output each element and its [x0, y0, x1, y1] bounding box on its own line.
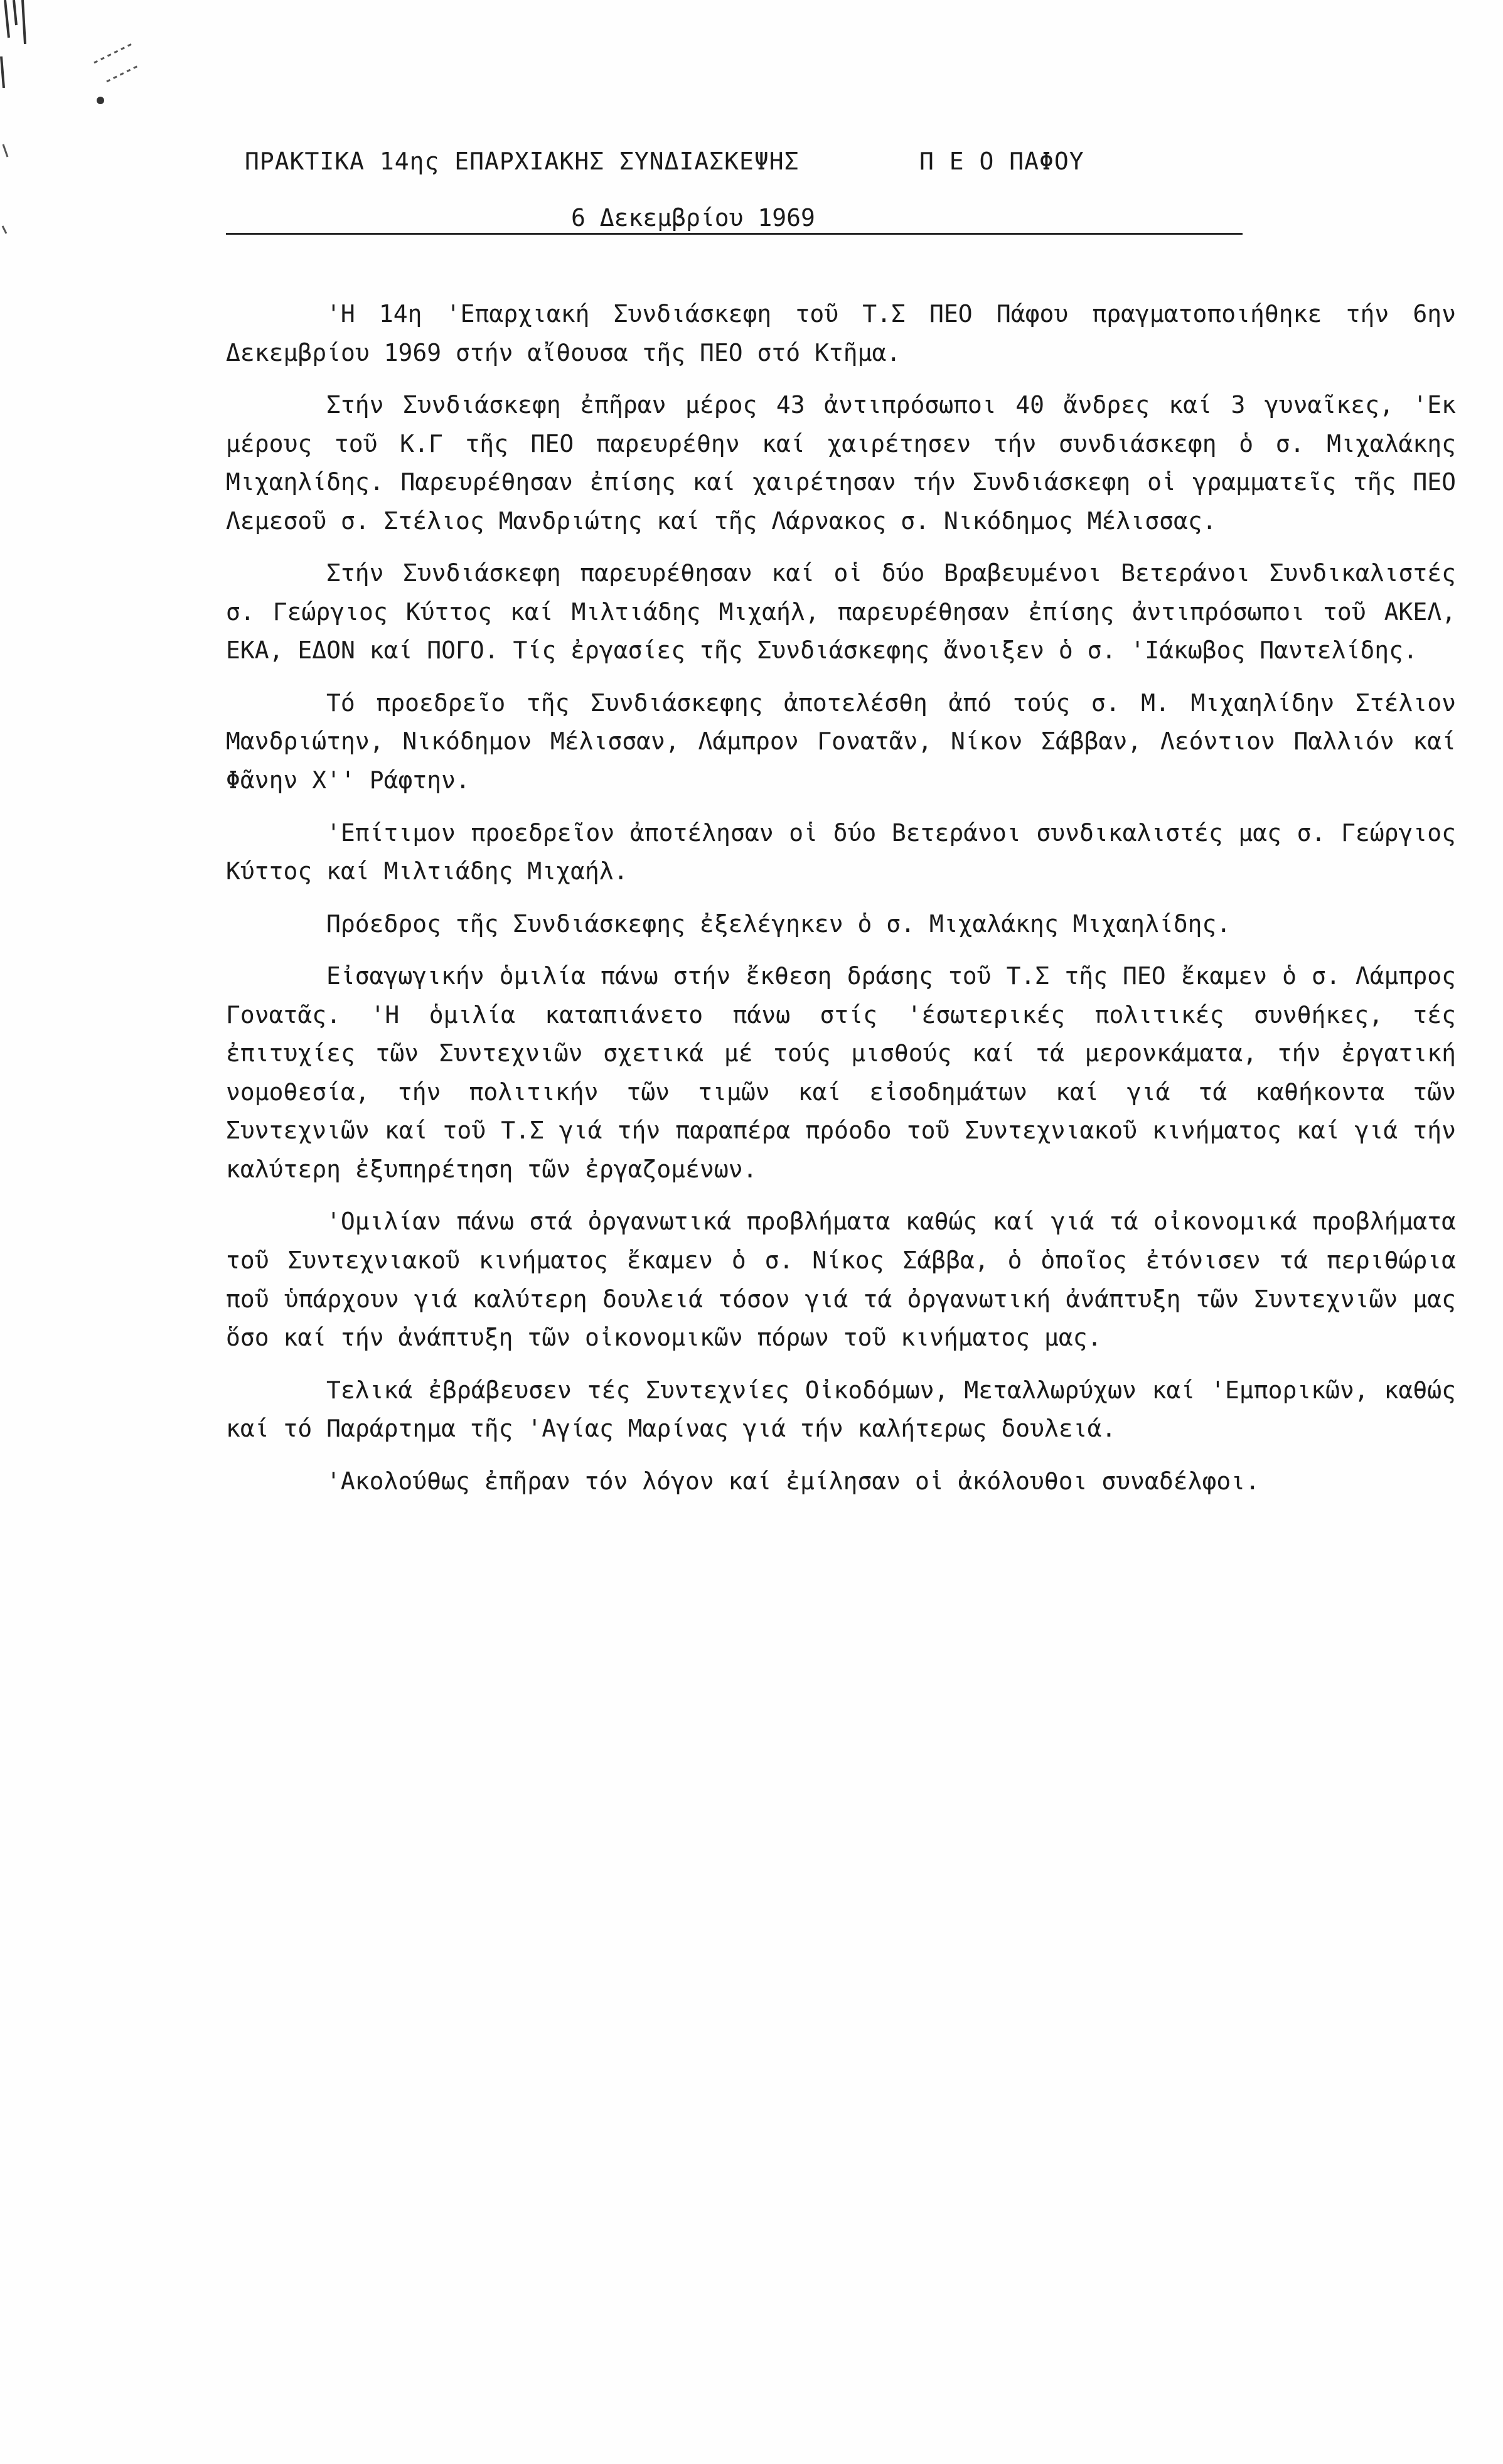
- paragraph: Στήν Συνδιάσκεφη παρευρέθησαν καί οἱ δύο Βραβευμένοι Βετεράνοι Συνδικαλιστές σ. Γεώργιος Κύττος καί Μιλτιάδης Μιχαήλ, παρευρέθησαν ἐπίσης ἀντιπρόσωποι τοῦ ΑΚΕΛ, ΕΚΑ, ΕΔΟΝ καί ΠΟΓΟ. Τίς ἐργασίες τῆς Συνδιάσκεφης ἄνοιξεν ὁ σ. 'Ιάκωβος Παντελίδης.: [226, 559, 1456, 665]
- header-organization: Π Ε Ο ΠΑΦΟΥ: [919, 147, 1084, 175]
- document-header: [245, 147, 1312, 175]
- paragraph: Πρόεδρος τῆς Συνδιάσκεφης ἐξελέγηκεν ὁ σ. Μιχαλάκης Μιχαηλίδης.: [326, 909, 1231, 938]
- paragraph: Εἰσαγωγικήν ὁμιλία πάνω στήν ἔκθεση δράσης τοῦ Τ.Σ τῆς ΠΕΟ ἔκαμεν ὁ σ. Λάμπρος Γονατᾶς. 'Η ὁμιλία καταπιάνετο πάνω στίς 'έσωτερικές πολιτικές συνθήκες, τές ἐπιτυχίες τῶν Συντεχνιῶν σχετικά μέ τούς μισθούς καί τά μερονκάματα, τήν ἐργατική νομοθεσία, τήν πολιτικήν τῶν τιμῶν καί εἰσοδημάτων καί γιά τά καθήκοντα τῶν Συντεχνιῶν καί τοῦ Τ.Σ γιά τήν παραπέρα πρόοδο τοῦ Συντεχνιακοῦ κινήματος καί γιά τήν καλύτερη ἐξυπηρέτηση τῶν ἐργαζομένων.: [226, 962, 1456, 1183]
- scan-artifact: [0, 0, 163, 264]
- paragraph: Τελικά ἐβράβευσεν τές Συντεχνίες Οἰκοδόμων, Μεταλλωρύχων καί 'Εμπορικῶν, καθώς καί τό Παράρτημα τῆς 'Αγίας Μαρίνας γιά τήν καλήτερως δουλειά.: [226, 1376, 1456, 1443]
- paragraph: 'Ακολούθως ἐπῆραν τόν λόγον καί ἐμίλησαν οἱ ἀκόλουθοι συναδέλφοι.: [326, 1467, 1260, 1495]
- paragraph: Στήν Συνδιάσκεφη ἐπῆραν μέρος 43 ἀντιπρόσωποι 40 ἄνδρες καί 3 γυναῖκες, 'Εκ μέρους τοῦ Κ.Γ τῆς ΠΕΟ παρευρέθην καί χαιρέτησεν τήν συνδιάσκεφη ὁ σ. Μιχαλάκης Μιχαηλίδης. Παρευρέθησαν ἐπίσης καί χαιρέτησαν τήν Συνδιάσκεφη οἱ γραμματεῖς τῆς ΠΕΟ Λεμεσοῦ σ. Στέλιος Μανδριώτης καί τῆς Λάρνακος σ. Νικόδημος Μέλισσας.: [226, 391, 1456, 535]
- document-body: [226, 295, 1456, 1514]
- header-date: 6 Δεκεμβρίου 1969: [571, 204, 815, 232]
- paragraph: Τό προεδρεῖο τῆς Συνδιάσκεφης ἀποτελέσθη ἀπό τούς σ. Μ. Μιχαηλίδην Στέλιον Μανδριώτην, Νικόδημον Μέλισσαν, Λάμπρον Γονατᾶν, Νίκον Σάββαν, Λεόντιον Παλλιόν καί Φᾶνην Χ'' Ράφτην.: [226, 688, 1456, 795]
- paragraph: 'Ομιλίαν πάνω στά ὀργανωτικά προβλήματα καθώς καί γιά τά οἰκονομικά προβλήματα τοῦ Συντεχνιακοῦ κινήματος ἔκαμεν ὁ σ. Νίκος Σάββα, ὁ ὁποῖος ἐτόνισεν τά περιθώρια ποῦ ὑπάρχουν γιά καλύτερη δουλειά τόσον γιά τά ὀργανωτική ἀνάπτυξη τῶν Συντεχνιῶν μας ὅσο καί τήν ἀνάπτυξη τῶν οἰκονομικῶν πόρων τοῦ κινήματος μας.: [226, 1208, 1456, 1352]
- paragraph: 'Η 14η 'Επαρχιακή Συνδιάσκεφη τοῦ Τ.Σ ΠΕΟ Πάφου πραγματοποιήθηκε τήν 6ην Δεκεμβρίου 1969 στήν αἴθουσα τῆς ΠΕΟ στό Κτῆμα.: [226, 300, 1456, 367]
- paragraph: 'Επίτιμον προεδρεῖον ἀποτέλησαν οἱ δύο Βετεράνοι συνδικαλιστές μας σ. Γεώργιος Κύττος καί Μιλτιάδης Μιχαήλ.: [226, 818, 1456, 886]
- header-title: ΠΡΑΚΤΙΚΑ 14ης ΕΠΑΡΧΙΑΚΗΣ ΣΥΝΔΙΑΣΚΕΨΗΣ: [245, 147, 800, 175]
- header-date-line: [226, 204, 1243, 235]
